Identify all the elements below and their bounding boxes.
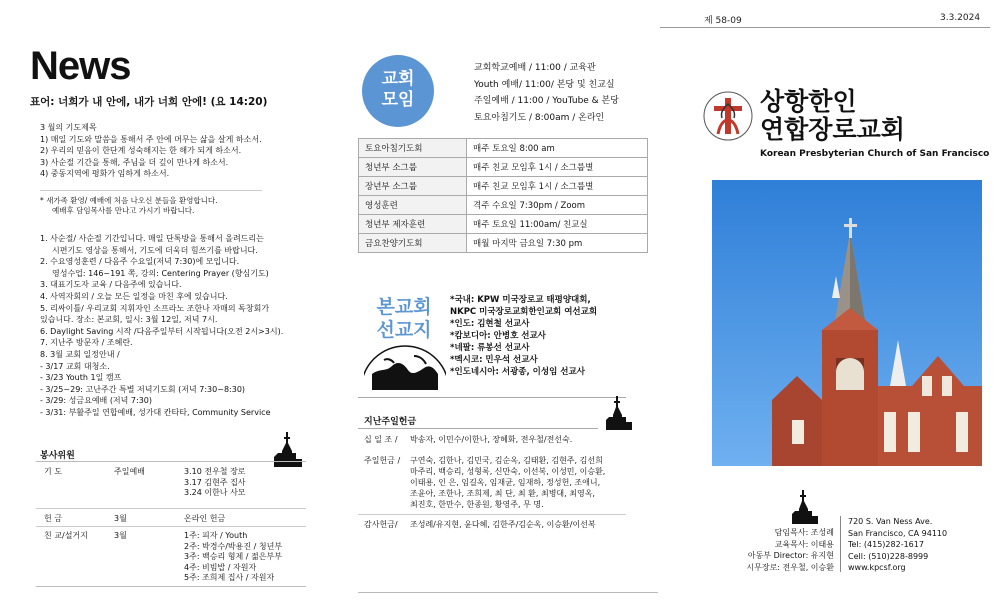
duty-entry: 2주: 박경수/박용진 / 청년부 bbox=[184, 541, 283, 551]
duty-service: 주일예배 bbox=[114, 467, 145, 476]
announcement-line: 1. 사순절/ 사순절 기간입니다. 매일 단톡방을 통해서 올려드리는 bbox=[40, 234, 264, 243]
worship-badge-line: 모임 bbox=[381, 90, 415, 110]
duty-entry: 온라인 헌금 bbox=[184, 514, 226, 523]
announcement-line: 7. 지난주 방문자 / 조혜란. bbox=[40, 338, 133, 348]
divider bbox=[36, 508, 306, 509]
duty-service: 3월 bbox=[114, 514, 127, 523]
announcement-line: 2. 수요영성훈련 / 다음주 수요일(저녁 7:30)에 모입니다. bbox=[40, 257, 240, 267]
service-line: 토요아침기도 / 8:00am / 온라인 bbox=[474, 112, 605, 123]
worship-badge-line: 교회 bbox=[381, 69, 415, 89]
announcement-line: 5. 리싸이틀/ 우리교회 지휘자인 소프라노 조한나 자매의 독창회가 bbox=[40, 303, 270, 313]
mission-list bbox=[450, 294, 597, 378]
announcement-line: 시편기도 영상을 통해서, 기도에 더욱더 힘쓰기를 바랍니다. bbox=[52, 245, 258, 255]
meeting-name: 토요아침기도회 bbox=[359, 139, 467, 158]
mission-item: *인도: 김현철 선교사 bbox=[450, 319, 530, 329]
meeting-schedule-table bbox=[358, 138, 648, 253]
staff-list bbox=[746, 527, 834, 573]
announcement-line: 3. 대표기도자 교육 / 다음주에 있습니다. bbox=[40, 280, 182, 290]
divider bbox=[358, 397, 626, 398]
church-silhouette-icon bbox=[790, 488, 818, 524]
duty-entry: 1주: 피자 / Youth bbox=[184, 531, 248, 540]
duty-role: 기 도 bbox=[44, 467, 62, 476]
duty-table-prayer bbox=[40, 467, 250, 499]
announcement-line: 8. 3월 교회 일정안내 / bbox=[40, 349, 120, 359]
divider bbox=[358, 428, 598, 429]
offering-names bbox=[410, 455, 605, 510]
staff-member: 교육목사: 이태용 bbox=[774, 539, 834, 549]
news-title: News bbox=[30, 44, 131, 88]
phone: Tel: (415)282-1617 bbox=[848, 540, 924, 549]
duty-entry: 4주: 비빔밥 / 자원자 bbox=[184, 562, 257, 572]
staff-member: 담임목사: 조성례 bbox=[774, 528, 834, 537]
mission-item: *인도네시아: 서광종, 이성임 선교사 bbox=[450, 367, 585, 377]
table-row bbox=[359, 215, 648, 234]
duty-entry: 3.17 김현주 집사 bbox=[184, 477, 246, 487]
mission-item: *캄보디아: 안병호 선교사 bbox=[450, 331, 546, 341]
divider bbox=[36, 461, 306, 462]
divider bbox=[36, 526, 306, 527]
offering-line: 조성례/유지현, 윤다혜, 김한주/김순옥, 이승환/이선복 bbox=[410, 520, 596, 529]
meeting-time: 매주 토요일 11:00am/ 친교실 bbox=[467, 215, 648, 234]
announcement-line: 영성수업: 146~191 쪽, 강의: Centering Prayer (향심기도) bbox=[52, 268, 269, 278]
meeting-name: 청년부 소그룹 bbox=[359, 158, 467, 177]
offering-names bbox=[410, 519, 596, 530]
issue-number: 제 58-09 bbox=[704, 16, 742, 26]
mission-item: *국내: KPW 미국장로교 태평양대회, bbox=[450, 295, 591, 305]
duty-table-offering bbox=[40, 514, 229, 525]
staff-member: 시무장로: 전우철, 이승환 bbox=[746, 562, 834, 572]
mission-heading-line: 선교지 bbox=[376, 319, 432, 341]
pcusa-logo-icon bbox=[702, 88, 754, 146]
meeting-time: 매주 친교 모임후 1시 / 소그룹별 bbox=[467, 177, 648, 196]
church-name bbox=[760, 88, 905, 144]
cell-phone: Cell: (510)228-8999 bbox=[848, 551, 929, 561]
offering-line: 구연숙, 김한나, 김민국, 김순옥, 김태환, 김현주, 김선희 bbox=[410, 456, 603, 465]
table-row bbox=[359, 139, 648, 158]
worship-services bbox=[474, 60, 619, 126]
church-building-photo bbox=[712, 180, 982, 466]
issue-date: 3.3.2024 bbox=[940, 13, 981, 23]
church-name-line: 연합장로교회 bbox=[760, 115, 905, 144]
contact-info bbox=[848, 516, 947, 574]
meeting-time: 매주 토요일 8:00 am bbox=[467, 139, 648, 158]
duty-entry: 3.10 전우철 장로 bbox=[184, 467, 246, 476]
staff-member: 아동부 Director: 유지현 bbox=[747, 551, 834, 560]
mission-heading-line: 본교회 bbox=[376, 296, 432, 318]
offering-line: 박송자, 이민수/이한나, 장혜화, 전우철/전선숙. bbox=[410, 435, 573, 444]
church-name-line: 상항한인 bbox=[760, 87, 857, 116]
website-link[interactable]: www.kpcsf.org bbox=[848, 563, 906, 572]
duty-entry: 5주: 조희제 집사 / 자원자 bbox=[184, 573, 275, 582]
duty-title: 봉사위원 bbox=[40, 451, 75, 461]
meeting-name: 금요찬양기도회 bbox=[359, 234, 467, 253]
prayer-item: 1) 매일 기도와 말씀을 통해서 주 안에 머무는 삶을 살게 하소서. bbox=[40, 134, 262, 144]
mission-item: *네팔: 류봉선 선교사 bbox=[450, 343, 530, 353]
service-line: 주일예배 / 11:00 / YouTube & 본당 bbox=[474, 96, 619, 106]
mission-item: *멕시코: 민우석 선교사 bbox=[450, 355, 538, 365]
offering-line: 이태용, 인 은, 임길옥, 임재균, 임재하, 정성헌, 조애니, bbox=[410, 478, 601, 487]
table-row bbox=[359, 177, 648, 196]
mission-item: NKPC 미국장로교회한인교회 여선교회 bbox=[450, 307, 598, 317]
offering-label: 주일헌금 / bbox=[364, 456, 401, 465]
announcement-line: - 3/25~29: 고난주간 특별 저녁기도회 (저녁 7:30~8:30) bbox=[40, 384, 246, 394]
meeting-time: 매월 마지막 금요일 7:30 pm bbox=[467, 234, 648, 253]
service-line: 교회학교예배 / 11:00 / 교육관 bbox=[474, 63, 596, 73]
address-line: 720 S. Van Ness Ave. bbox=[848, 517, 933, 526]
announcement-line: 4. 사역자회의 / 오늘 모든 일정을 마친 후에 있습니다. bbox=[40, 291, 228, 301]
prayer-topics bbox=[40, 122, 262, 180]
duty-role: 헌 금 bbox=[44, 514, 62, 523]
duty-role: 친 교/설거지 bbox=[44, 531, 88, 540]
church-silhouette-icon bbox=[604, 394, 634, 430]
welcome-note bbox=[40, 196, 218, 216]
divider bbox=[358, 592, 658, 593]
meeting-time: 매주 친교 모임후 1시 / 소그룹별 bbox=[467, 158, 648, 177]
announcement-line: - 3/17 교회 대청소. bbox=[40, 361, 110, 371]
meeting-name: 청년부 제자훈련 bbox=[359, 215, 467, 234]
welcome-line: * 새가족 환영/ 예배에 처음 나오신 분들을 환영합니다. bbox=[40, 196, 218, 205]
church-silhouette-icon bbox=[272, 430, 306, 468]
offering-label: 십 일 조 / bbox=[364, 435, 398, 444]
meeting-time: 격주 수요일 7:30pm / Zoom bbox=[467, 196, 648, 215]
table-row bbox=[359, 196, 648, 215]
offering-label: 감사헌금/ bbox=[364, 520, 398, 529]
prayer-title: 3 월의 기도제목 bbox=[40, 123, 97, 132]
duty-entry: 3.24 이한나 사모 bbox=[184, 488, 246, 497]
mission-heading bbox=[366, 296, 442, 342]
announcement-line: - 3/23 Youth 1일 캠프 bbox=[40, 373, 122, 383]
offering-line: 최진호, 한만수, 한종원, 황영주, 무 명. bbox=[410, 500, 544, 509]
announcement-line: - 3/29: 성금요예배 (저녁 7:30) bbox=[40, 396, 153, 406]
meeting-name: 장년부 소그룹 bbox=[359, 177, 467, 196]
divider bbox=[36, 586, 306, 587]
worship-badge bbox=[362, 55, 434, 127]
announcement-line: - 3/31: 부활주일 연합예배, 성가대 칸타타, Community Service bbox=[40, 407, 271, 417]
duty-table-fellowship bbox=[40, 531, 286, 584]
offering-line: 마주리, 백승리, 성형록, 신만숙, 이선복, 이성민, 이승환, bbox=[410, 467, 606, 476]
announcement-line: 6. Daylight Saving 시작 /다음주일부터 시작됩니다(오전 2시>3시). bbox=[40, 326, 284, 336]
header-rule bbox=[660, 27, 990, 28]
theme-verse: 표어: 너희가 내 안에, 내가 너희 안에! (요 14:20) bbox=[30, 96, 268, 108]
table-row bbox=[359, 234, 648, 253]
prayer-item: 4) 중동지역에 평화가 임하게 하소서. bbox=[40, 169, 170, 178]
divider bbox=[840, 516, 841, 572]
table-row bbox=[359, 158, 648, 177]
globe-icon bbox=[364, 344, 446, 390]
service-line: Youth 예배/ 11:00/ 본당 및 친교실 bbox=[474, 79, 615, 90]
address-line: San Francisco, CA 94110 bbox=[848, 528, 948, 538]
announcement-line: 있습니다. 장소: 본교회, 일시: 3월 12일, 저녁 7시. bbox=[40, 315, 218, 325]
prayer-item: 2) 우리의 믿음이 한단계 성숙해지는 한 해가 되게 하소서. bbox=[40, 146, 242, 155]
meeting-name: 영성훈련 bbox=[359, 196, 467, 215]
church-english-name: Korean Presbyterian Church of San Francisco bbox=[760, 149, 990, 159]
offering-line: 조윤아, 조한나, 조희제, 최 단, 최 환, 최병대, 최영옥, bbox=[410, 489, 595, 498]
prayer-item: 3) 사순절 기간을 통해, 주님을 더 깊이 만나게 하소서. bbox=[40, 157, 229, 167]
announcements bbox=[40, 233, 283, 419]
duty-entry: 3주: 백승리 형제 / 젊은부부 bbox=[184, 552, 282, 561]
duty-service: 3월 bbox=[114, 531, 127, 540]
divider bbox=[40, 190, 262, 191]
offering-names bbox=[410, 434, 572, 445]
offering-title: 지난주일헌금 bbox=[364, 417, 417, 427]
welcome-line: 예배후 담임목사를 만나고 가시기 바랍니다. bbox=[52, 206, 195, 215]
divider bbox=[358, 514, 626, 515]
